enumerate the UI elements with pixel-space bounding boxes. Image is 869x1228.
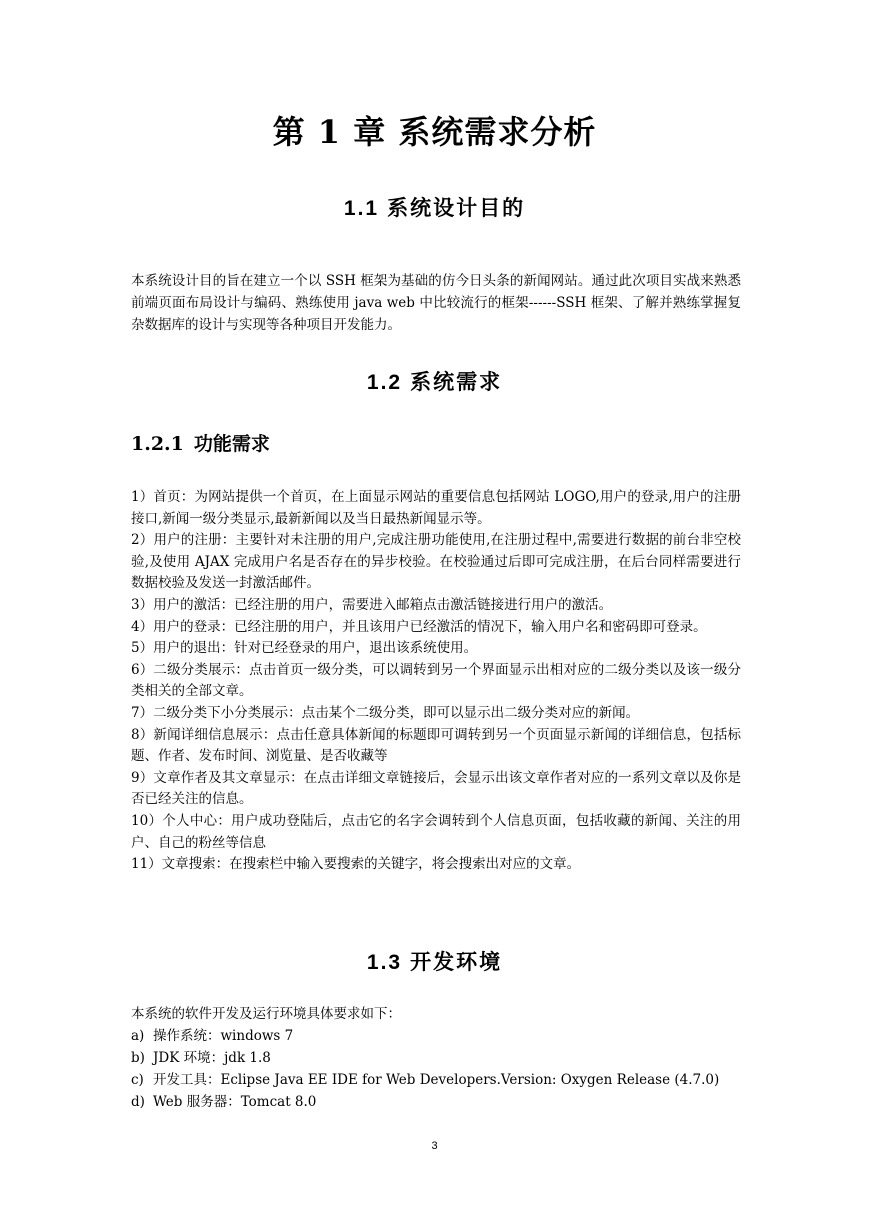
list-item: 8）新闻详细信息展示：点击任意具体新闻的标题即可调转到另一个页面显示新闻的详细信息，包括标题、作者、发布时间、浏览量、是否收藏等 — [131, 726, 741, 765]
list-item: 9）文章作者及其文章显示：在点击详细文章链接后，会显示出该文章作者对应的一系列文章以及你是否已经关注的信息。 — [131, 769, 741, 808]
list-item-text: Web 服务器：Tomcat 8.0 — [153, 1094, 317, 1110]
list-item: 6）二级分类展示：点击首页一级分类，可以调转到另一个界面显示出相对应的二级分类以及该一级分类相关的全部文章。 — [131, 661, 741, 700]
list-item: 11）文章搜索：在搜索栏中输入要搜索的关键字，将会搜索出对应的文章。 — [131, 856, 581, 873]
list-item: 5）用户的退出：针对已经登录的用户，退出该系统使用。 — [131, 640, 478, 657]
section-title-text: 开发环境 — [410, 949, 503, 974]
section-1-3-intro: 本系统的软件开发及运行环境具体要求如下： — [131, 1006, 401, 1022]
section-1-1-paragraph: 本系统设计目的旨在建立一个以 SSH 框架为基础的仿今日头条的新闻网站。通过此次项目实战来熟悉前端页面布局设计与编码、熟练使用 java web 中比较流行的框架------SSH 框架、了解并熟练掌握复杂数据库的设计与实现等各种项目开发能力。 — [131, 273, 741, 333]
section-heading-1-2 — [0, 367, 869, 398]
list-item-text: 操作系统：windows 7 — [153, 1028, 294, 1044]
list-item-text: 开发工具：Eclipse Java EE IDE for Web Developers.Version: Oxygen Release (4.7.0) — [153, 1072, 720, 1088]
section-number: 1.3 — [366, 951, 403, 974]
subsection-number: 1.2.1 — [131, 433, 184, 455]
list-item-text: JDK 环境：jdk 1.8 — [153, 1050, 271, 1066]
list-item: 7）二级分类下小分类展示：点击某个二级分类，即可以显示出二级分类对应的新闻。 — [131, 704, 640, 721]
section-number: 1.2 — [366, 371, 403, 394]
environment-list — [131, 1025, 741, 1113]
list-marker: b) — [131, 1050, 145, 1066]
section-title-text: 系统设计目的 — [387, 195, 526, 220]
section-title-text: 系统需求 — [410, 369, 503, 394]
list-item: 10）个人中心：用户成功登陆后，点击它的名字会调转到个人信息页面，包括收藏的新闻、关注的用户、自己的粉丝等信息 — [131, 812, 741, 851]
list-item: 1）首页：为网站提供一个首页，在上面显示网站的重要信息包括网站 LOGO,用户的登录,用户的注册接口,新闻一级分类显示,最新新闻以及当日最热新闻显示等。 — [131, 489, 741, 527]
page-number: 3 — [431, 1140, 438, 1152]
list-marker: d) — [131, 1094, 145, 1110]
section-heading-1-1 — [0, 193, 869, 224]
subsection-heading-1-2-1 — [131, 430, 270, 458]
list-item — [131, 1091, 741, 1113]
list-marker: a) — [131, 1028, 145, 1044]
list-item: 4）用户的登录：已经注册的用户，并且该用户已经激活的情况下，输入用户名和密码即可登录。 — [131, 618, 707, 635]
list-item — [131, 1069, 741, 1091]
section-heading-1-3 — [0, 947, 869, 978]
list-marker: c) — [131, 1072, 144, 1088]
chapter-title: 第 1 章 系统需求分析 — [272, 113, 597, 151]
section-number: 1.1 — [343, 197, 380, 220]
requirements-list — [131, 487, 741, 876]
list-item: 3）用户的激活：已经注册的用户，需要进入邮箱点击激活链接进行用户的激活。 — [131, 596, 613, 613]
list-item — [131, 1025, 741, 1047]
list-item — [131, 1047, 741, 1069]
subsection-title-text: 功能需求 — [193, 433, 270, 455]
list-item: 2）用户的注册：主要针对未注册的用户,完成注册功能使用,在注册过程中,需要进行数据的前台非空校验,及使用 AJAX 完成用户名是否存在的异步校验。在校验通过后即可完成注册，在后台同样需要进行数据校验及发送一封激活邮件。 — [131, 532, 741, 592]
